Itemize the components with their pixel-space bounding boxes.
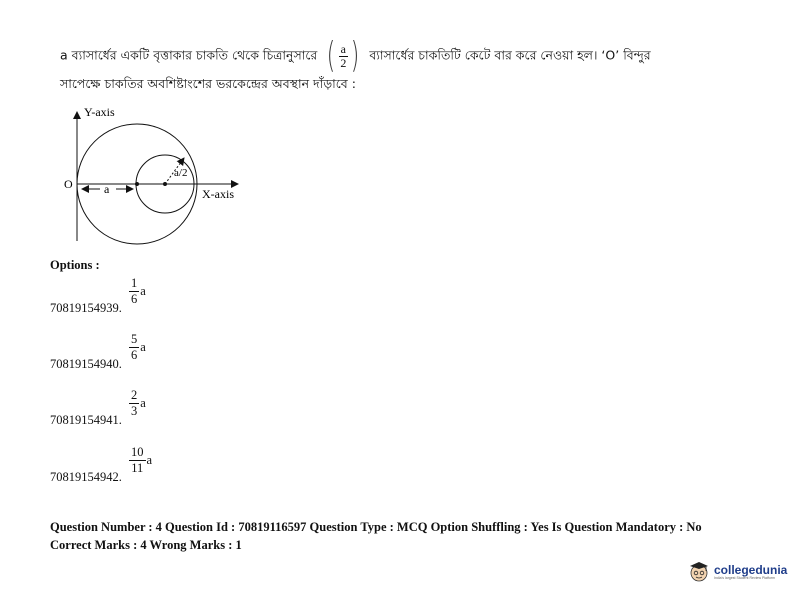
fraction-denominator: 2 bbox=[340, 55, 347, 70]
option-1-fraction: $\frac{1}{6}$ a bbox=[131, 276, 146, 306]
question-meta-line-1: Question Number : 4 Question Id : 70819116597 Question Type : MCQ Option Shuffling : Yes Is Question Mandatory : No bbox=[50, 520, 702, 534]
disc-diagram bbox=[60, 100, 260, 250]
question-text-start: a ব্যাসার্ধের একটি বৃত্তাকার চাকতি থেকে চিত্রানুসারে bbox=[60, 47, 318, 63]
radius-label: a/2 bbox=[174, 167, 188, 179]
question-line-2: সাপেক্ষে চাকতির অবশিষ্টাংশের ভরকেন্দ্রের অবস্থান দাঁড়াবে : bbox=[60, 76, 356, 91]
logo-name: collegedunia bbox=[714, 562, 788, 577]
large-disc-center bbox=[135, 182, 139, 186]
option-4-fraction: $\frac{10}{11}$ a bbox=[131, 445, 153, 475]
option-3-id: 70819154941. bbox=[50, 413, 122, 427]
logo-tagline: India's largest Student Review Platform bbox=[714, 575, 775, 580]
question-text-end: ব্যাসার্ধের চাকতিটি কেটে বার করে নেওয়া হল। ‘O’ বিন্দুর bbox=[369, 47, 651, 63]
collegedunia-logo bbox=[688, 560, 787, 584]
option-2-id: 70819154940. bbox=[50, 357, 122, 371]
option-2-fraction: $\frac{5}{6}$ a bbox=[131, 332, 146, 362]
option-4-id: 70819154942. bbox=[50, 470, 122, 484]
origin-label: O bbox=[64, 177, 73, 191]
question-line-1 bbox=[60, 35, 651, 76]
y-axis-label: Y-axis bbox=[84, 105, 115, 119]
mascot-icon bbox=[688, 560, 710, 584]
distance-label: a bbox=[104, 182, 110, 196]
option-1-id: 70819154939. bbox=[50, 301, 122, 315]
fraction-a-over-2 bbox=[324, 35, 362, 76]
x-axis-label: X-axis bbox=[202, 187, 234, 201]
option-3-fraction: $\frac{2}{3}$ a bbox=[131, 388, 146, 418]
question-meta-line-2: Correct Marks : 4 Wrong Marks : 1 bbox=[50, 538, 242, 552]
fraction-numerator: a bbox=[340, 41, 346, 56]
options-title: Options : bbox=[50, 258, 100, 272]
left-paren: ( bbox=[327, 35, 336, 76]
right-paren: ) bbox=[351, 35, 360, 76]
